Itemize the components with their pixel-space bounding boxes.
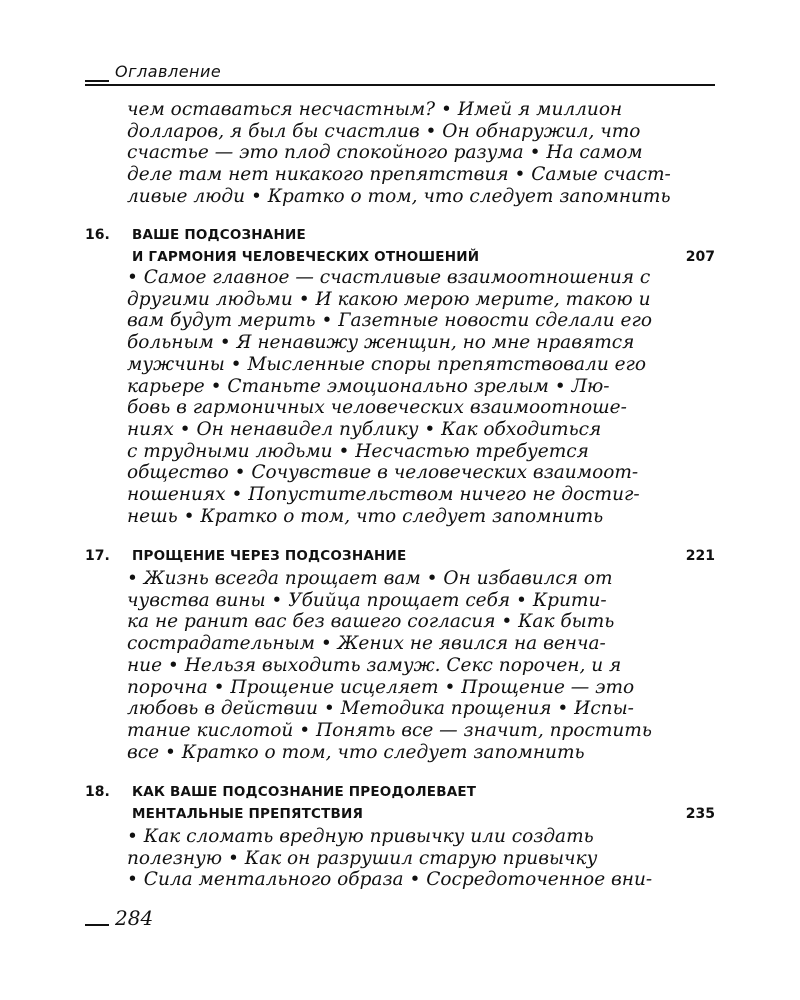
page-footer bbox=[85, 906, 285, 936]
text-line: бовь в гармоничных человеческих взаимоотноше- bbox=[127, 397, 627, 419]
text-line: ка не ранит вас без вашего согласия • Как быть bbox=[127, 611, 615, 633]
text-line: больным • Я ненавижу женщин, но мне нравятся bbox=[127, 332, 635, 354]
heading-line: МЕНТАЛЬНЫЕ ПРЕПЯТСТВИЯ bbox=[132, 806, 364, 822]
text-line: ношениях • Попустительством ничего не достиг- bbox=[127, 484, 640, 506]
text-line: ливые люди • Кратко о том, что следует запомнить bbox=[127, 185, 671, 207]
text-line: • Как сломать вредную привычку или создать bbox=[127, 826, 594, 847]
text-line: • Жизнь всегда прощает вам • Он избавился от bbox=[127, 568, 613, 589]
header-rule bbox=[85, 84, 715, 86]
header-title: Оглавление bbox=[115, 62, 222, 81]
text-line: все • Кратко о том, что следует запомнить bbox=[127, 741, 585, 763]
entry-page: 221 bbox=[685, 548, 715, 564]
entry-heading bbox=[132, 545, 406, 567]
text-line: общество • Сочувствие в человеческих взаимоот- bbox=[127, 462, 639, 484]
entry-heading bbox=[132, 781, 476, 825]
text-line: тание кислотой • Понять все — значит, простить bbox=[127, 719, 652, 741]
heading-line: И ГАРМОНИЯ ЧЕЛОВЕЧЕСКИХ ОТНОШЕНИЙ bbox=[132, 249, 480, 265]
text-line: любовь в действии • Методика прощения • Испы- bbox=[127, 698, 634, 720]
entry-description bbox=[127, 826, 687, 891]
intro-continuation bbox=[127, 99, 687, 208]
entry-number: 18. bbox=[85, 784, 110, 800]
text-line: чувства вины • Убийца прощает себя • Крити- bbox=[127, 589, 607, 611]
text-line: • Сила ментального образа • Сосредоточенное вни- bbox=[127, 869, 653, 891]
entry-page: 235 bbox=[685, 806, 715, 822]
text-line: карьере • Станьте эмоционально зрелым • Лю- bbox=[127, 375, 610, 397]
text-line: вам будут мерить • Газетные новости сделали его bbox=[127, 310, 652, 332]
text-line: с трудными людьми • Несчастью требуется bbox=[127, 440, 589, 462]
footer-dash bbox=[85, 924, 109, 926]
text-line: долларов, я был бы счастлив • Он обнаружил, что bbox=[127, 120, 641, 142]
heading-line: КАК ВАШЕ ПОДСОЗНАНИЕ ПРЕОДОЛЕВАЕТ bbox=[132, 784, 477, 800]
text-line: • Самое главное — счастливые взаимоотношения с bbox=[127, 267, 651, 288]
running-header bbox=[85, 62, 715, 86]
text-line: порочна • Прощение исцеляет • Прощение — это bbox=[127, 676, 635, 698]
page-number: 284 bbox=[115, 906, 154, 930]
text-line: чем оставаться несчастным? • Имей я миллион bbox=[127, 99, 623, 120]
entry-page: 207 bbox=[685, 249, 715, 265]
text-line: деле там нет никакого препятствия • Самые счаст- bbox=[127, 164, 671, 186]
entry-number: 17. bbox=[85, 548, 110, 564]
text-line: ниях • Он ненавидел публику • Как обходиться bbox=[127, 418, 602, 440]
entry-number: 16. bbox=[85, 227, 110, 243]
entry-description bbox=[127, 568, 687, 763]
heading-line: ПРОЩЕНИЕ ЧЕРЕЗ ПОДСОЗНАНИЕ bbox=[132, 548, 407, 564]
entry-description bbox=[127, 267, 687, 527]
text-line: нешь • Кратко о том, что следует запомнить bbox=[127, 505, 604, 527]
text-line: мужчины • Мысленные споры препятствовали его bbox=[127, 353, 647, 375]
text-line: другими людьми • И какою мерою мерите, такою и bbox=[127, 288, 651, 310]
entry-heading bbox=[132, 224, 479, 268]
text-line: сострадательным • Жених не явился на венча- bbox=[127, 633, 606, 655]
header-dash bbox=[85, 80, 109, 82]
heading-line: ВАШЕ ПОДСОЗНАНИЕ bbox=[132, 227, 306, 243]
text-line: полезную • Как он разрушил старую привычку bbox=[127, 847, 598, 869]
text-line: ние • Нельзя выходить замуж. Секс порочен, и я bbox=[127, 654, 622, 676]
text-line: счастье — это плод спокойного разума • На самом bbox=[127, 142, 643, 164]
